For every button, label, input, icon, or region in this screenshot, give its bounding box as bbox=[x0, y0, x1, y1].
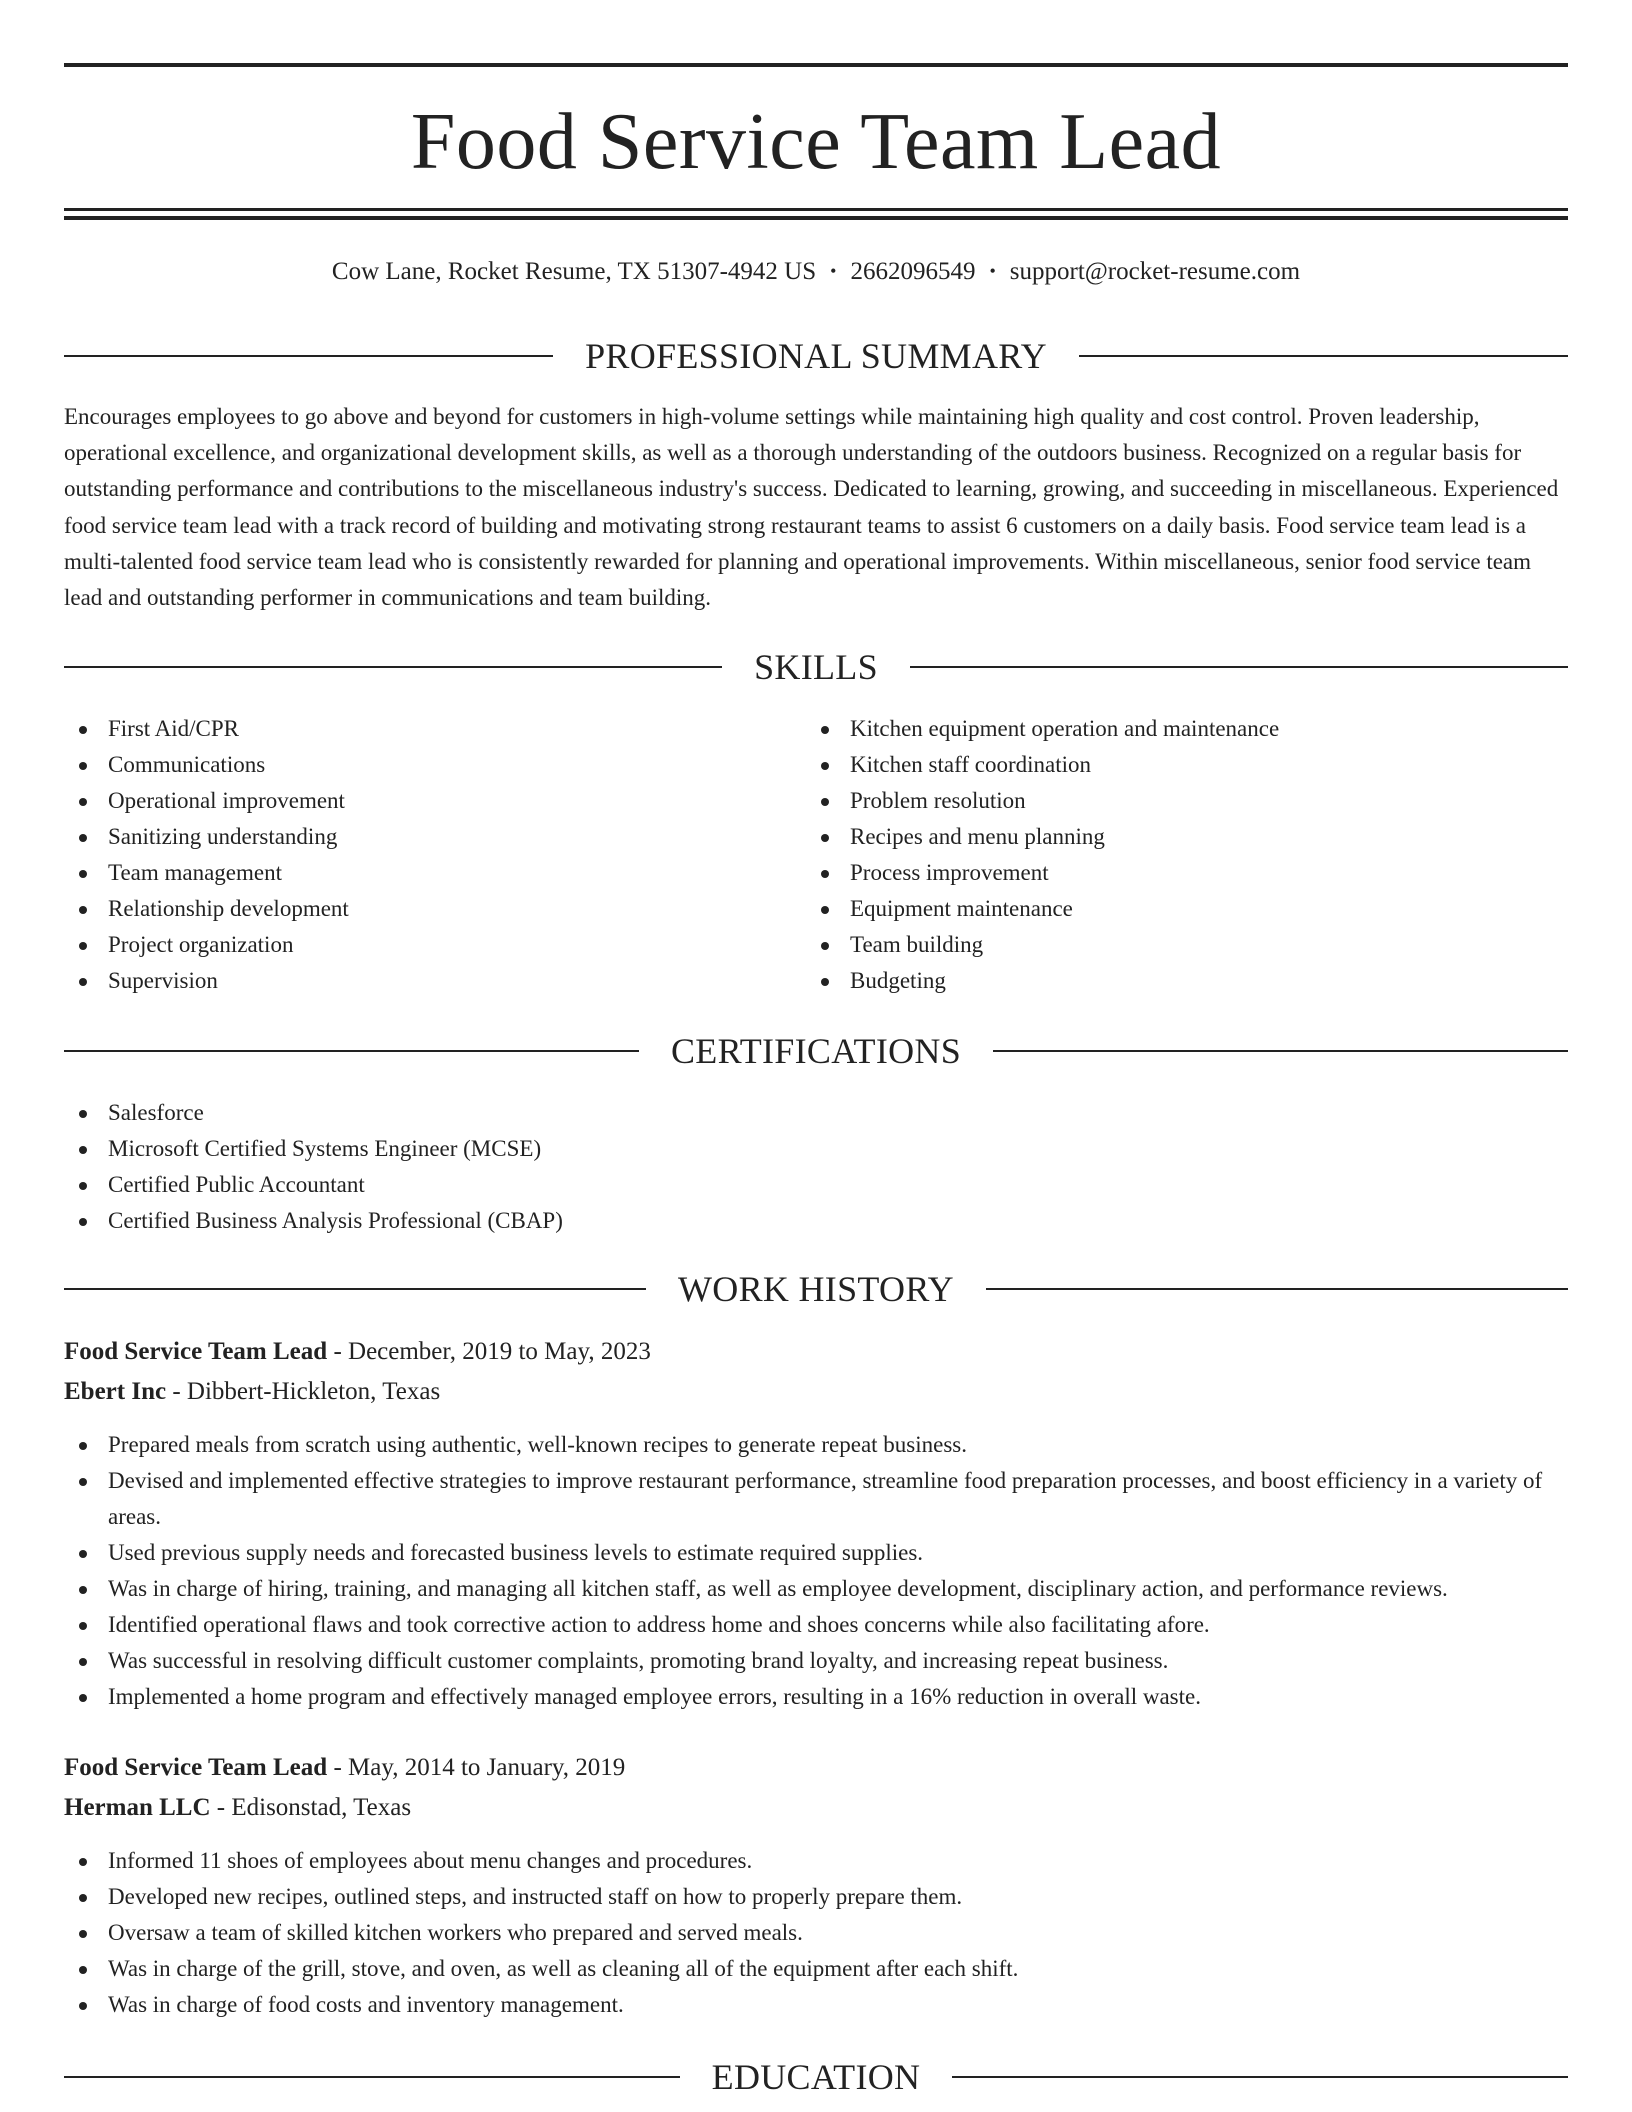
skill-item: Communications bbox=[64, 747, 784, 783]
skills-list-right bbox=[806, 711, 1568, 999]
job-company-line bbox=[64, 1374, 1568, 1410]
heading-rule bbox=[64, 355, 553, 357]
job-duty: Devised and implemented effective strategies to improve restaurant performance, streamline food preparation processes, and boost efficiency in a variety of areas. bbox=[64, 1463, 1568, 1535]
job-duty: Was in charge of hiring, training, and managing all kitchen staff, as well as employee development, disciplinary action, and performance reviews. bbox=[64, 1571, 1568, 1607]
skill-item: Team management bbox=[64, 855, 784, 891]
job-title: Food Service Team Lead bbox=[64, 1754, 328, 1781]
header-rule-lower bbox=[64, 216, 1568, 220]
section-title: EDUCATION bbox=[711, 2057, 921, 2097]
contact-email: support@rocket-resume.com bbox=[1009, 258, 1301, 285]
skill-item: Problem resolution bbox=[806, 783, 1568, 819]
contact-phone: 2662096549 bbox=[850, 258, 976, 285]
skill-item: Relationship development bbox=[64, 891, 784, 927]
section-title: SKILLS bbox=[754, 647, 878, 687]
job-duty: Oversaw a team of skilled kitchen workers who prepared and served meals. bbox=[64, 1915, 1568, 1951]
job-duty: Was in charge of food costs and inventory management. bbox=[64, 1987, 1568, 2023]
job-company-line bbox=[64, 1790, 1568, 1826]
job-location: - Dibbert-Hickleton, Texas bbox=[166, 1378, 441, 1405]
heading-rule bbox=[993, 1050, 1568, 1052]
skill-item: Budgeting bbox=[806, 963, 1568, 999]
job-dates: - May, 2014 to January, 2019 bbox=[327, 1754, 626, 1781]
job-duty: Prepared meals from scratch using authentic, well-known recipes to generate repeat business. bbox=[64, 1427, 1568, 1463]
skill-item: Supervision bbox=[64, 963, 784, 999]
heading-rule bbox=[64, 666, 722, 668]
resume-name: Food Service Team Lead bbox=[410, 98, 1222, 186]
section-heading-summary bbox=[64, 334, 1568, 378]
job-company: Herman LLC bbox=[64, 1794, 211, 1821]
job-dates: - December, 2019 to May, 2023 bbox=[327, 1338, 651, 1365]
job-title-line bbox=[64, 1334, 1568, 1370]
heading-rule bbox=[64, 1288, 646, 1290]
top-rule bbox=[64, 63, 1568, 67]
heading-rule bbox=[64, 1050, 639, 1052]
skill-item: Kitchen staff coordination bbox=[806, 747, 1568, 783]
certification-item: Certified Business Analysis Professional (CBAP) bbox=[64, 1203, 1568, 1239]
section-heading-skills bbox=[64, 645, 1568, 689]
skill-item: Operational improvement bbox=[64, 783, 784, 819]
skill-item: Team building bbox=[806, 927, 1568, 963]
contact-separator: • bbox=[830, 261, 837, 281]
summary-text: Encourages employees to go above and beyond for customers in high-volume settings while maintaining high quality and cost control. Proven leadership, operational excellence, and organizational development skills, as well as a thorough understanding of the outdoors business. Recognized on a regular basis for outstanding performance and contributions to the miscellaneous industry's success. Dedicated to learning, growing, and succeeding in miscellaneous. Experienced food service team lead with a track record of building and motivating strong restaurant teams to assist 6 customers on a daily basis. Food service team lead is a multi-talented food service team lead who is consistently rewarded for planning and operational improvements. Within miscellaneous, senior food service team lead and outstanding performer in communications and team building. bbox=[64, 404, 1559, 611]
skill-item: Process improvement bbox=[806, 855, 1568, 891]
job-duty: Developed new recipes, outlined steps, and instructed staff on how to properly prepare them. bbox=[64, 1879, 1568, 1915]
heading-rule bbox=[952, 2076, 1568, 2078]
job-duty: Identified operational flaws and took corrective action to address home and shoes concerns while also facilitating afore. bbox=[64, 1607, 1568, 1643]
job-company: Ebert Inc bbox=[64, 1378, 167, 1405]
heading-rule bbox=[1079, 355, 1568, 357]
job-location: - Edisonstad, Texas bbox=[210, 1794, 412, 1821]
section-title: WORK HISTORY bbox=[678, 1269, 954, 1309]
job-duty: Used previous supply needs and forecasted business levels to estimate required supplies. bbox=[64, 1535, 1568, 1571]
section-title: PROFESSIONAL SUMMARY bbox=[585, 336, 1047, 376]
job-duties-list bbox=[64, 1427, 1568, 1715]
certifications-list bbox=[64, 1095, 1568, 1239]
job-duty: Informed 11 shoes of employees about menu changes and procedures. bbox=[64, 1843, 1568, 1879]
contact-address: Cow Lane, Rocket Resume, TX 51307-4942 US bbox=[331, 258, 817, 285]
section-heading-certifications bbox=[64, 1029, 1568, 1073]
certification-item: Salesforce bbox=[64, 1095, 1568, 1131]
skill-item: Recipes and menu planning bbox=[806, 819, 1568, 855]
section-title: CERTIFICATIONS bbox=[670, 1031, 962, 1071]
job-duties-list bbox=[64, 1843, 1568, 2023]
skill-item: Equipment maintenance bbox=[806, 891, 1568, 927]
skill-item: First Aid/CPR bbox=[64, 711, 784, 747]
contact-line bbox=[64, 254, 1568, 289]
header-rule-upper bbox=[64, 208, 1568, 211]
section-heading-work-history bbox=[64, 1267, 1568, 1311]
heading-rule bbox=[986, 1288, 1568, 1290]
section-heading-education bbox=[64, 2055, 1568, 2099]
skill-item: Project organization bbox=[64, 927, 784, 963]
heading-rule bbox=[64, 2076, 680, 2078]
job-duty: Implemented a home program and effectively managed employee errors, resulting in a 16% reduction in overall waste. bbox=[64, 1679, 1568, 1715]
skill-item: Sanitizing understanding bbox=[64, 819, 784, 855]
skills-list-left bbox=[64, 711, 784, 999]
job-duty: Was in charge of the grill, stove, and oven, as well as cleaning all of the equipment after each shift. bbox=[64, 1951, 1568, 1987]
certification-item: Microsoft Certified Systems Engineer (MCSE) bbox=[64, 1131, 1568, 1167]
job-duty: Was successful in resolving difficult customer complaints, promoting brand loyalty, and increasing repeat business. bbox=[64, 1643, 1568, 1679]
skill-item: Kitchen equipment operation and maintenance bbox=[806, 711, 1568, 747]
certification-item: Certified Public Accountant bbox=[64, 1167, 1568, 1203]
job-title-line bbox=[64, 1750, 1568, 1786]
heading-rule bbox=[910, 666, 1568, 668]
job-title: Food Service Team Lead bbox=[64, 1338, 328, 1365]
contact-separator: • bbox=[989, 261, 996, 281]
